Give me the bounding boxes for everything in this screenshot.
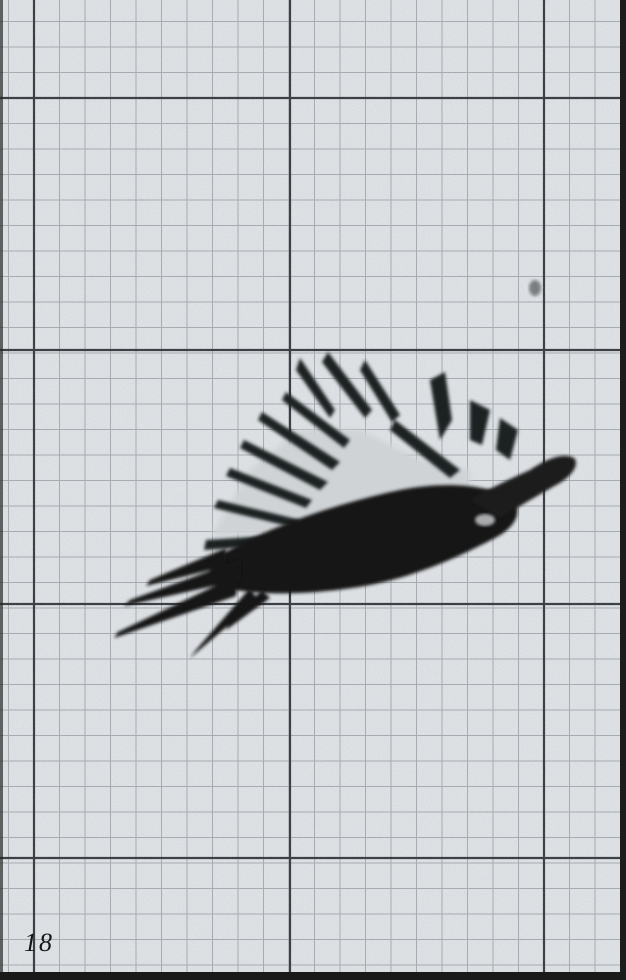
frame-bottom-edge <box>0 972 626 980</box>
bird-head-highlight <box>475 514 495 526</box>
frame-left-edge <box>0 0 3 980</box>
frame-right-edge <box>620 0 626 980</box>
dust-speck <box>529 280 541 296</box>
plate-number-label: 18 <box>24 928 54 957</box>
